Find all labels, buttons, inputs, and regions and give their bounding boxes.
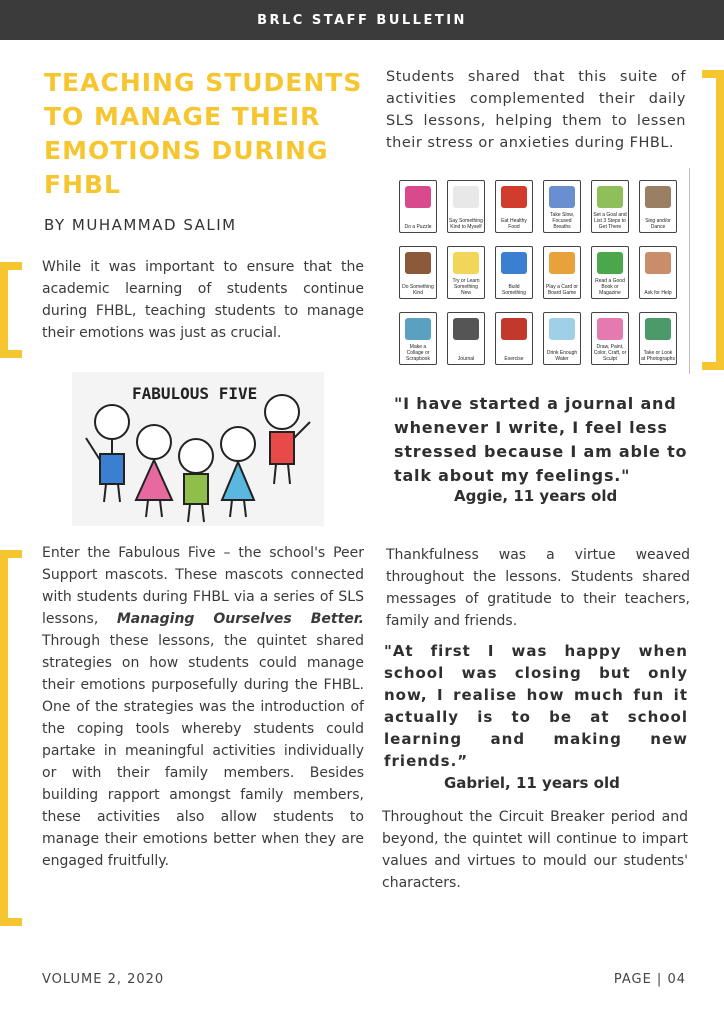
activity-card-label: Do a Puzzle — [404, 224, 432, 230]
activity-card-label: Drink Enough Water — [546, 350, 578, 362]
activity-card-picture — [597, 252, 623, 274]
left-bracket-bottom — [0, 550, 22, 926]
bulletin-header: BRLC STAFF BULLETIN — [0, 0, 724, 40]
activity-card-label: Say Something Kind to Myself — [449, 218, 483, 230]
mascot-figures — [72, 372, 324, 526]
activity-card-picture — [405, 186, 431, 208]
lesson-title-emphasis: Managing Ourselves Better. — [116, 611, 364, 627]
activity-card — [639, 246, 677, 299]
activity-card-label: Do Something Kind — [402, 284, 434, 296]
activity-card-label: Make a Collage or Scrapbook — [406, 344, 430, 362]
activity-card — [447, 180, 485, 233]
quote-gabriel-attribution: Gabriel, 11 years old — [444, 774, 620, 792]
activity-card-picture — [645, 252, 671, 274]
activity-card-picture — [501, 318, 527, 340]
activity-card — [399, 180, 437, 233]
activity-card — [399, 246, 437, 299]
activity-card — [495, 312, 533, 365]
activity-card-label: Sing and/or Dance — [645, 218, 671, 230]
activity-card-picture — [453, 318, 479, 340]
activity-card-picture — [645, 318, 671, 340]
activity-card-label: Build Something — [502, 284, 526, 296]
fabulous-five-illustration — [72, 372, 324, 526]
activity-card — [447, 246, 485, 299]
coping-activities-chart — [393, 168, 690, 374]
activity-card-label: Try or Learn Something New — [452, 278, 480, 296]
activity-card-picture — [549, 252, 575, 274]
footer-volume: VOLUME 2, 2020 — [42, 972, 165, 987]
activity-card-picture — [549, 186, 575, 208]
activity-card-label: Play a Card or Board Game — [546, 284, 578, 296]
body-text-part1: Enter the Fabulous Five – the school's Peer Support mascots. These mascots connected with students during FHBL via a series of SLS lessons, — [42, 545, 364, 627]
body-text-part2: Through these lessons, the quintet shared strategies on how students could manage their emotions purposefully during the FHBL. One of the strategies was the introduction of the coping tools whereby students could partake in meaningful activities individually or with their family members. Besides building rapport amongst family members, these activities also allow students to manage their emotions better when they are engaged fruitfully. — [42, 633, 364, 869]
activity-card — [543, 180, 581, 233]
activity-card — [543, 246, 581, 299]
activity-card-picture — [501, 186, 527, 208]
byline: BY MUHAMMAD SALIM — [44, 216, 237, 234]
thankfulness-paragraph: Thankfulness was a virtue weaved throughout the lessons. Students shared messages of gratitude to their teachers, family and friends. — [386, 547, 690, 629]
activity-card-label: Draw, Paint, Color, Craft, or Sculpt — [593, 344, 627, 362]
quote-gabriel: "At first I was happy when school was closing but only now, I realise how much fun it actually is to be at school learning and making new friends.” — [384, 642, 688, 770]
activity-card-picture — [597, 186, 623, 208]
activity-card-label: Set a Goal and List 3 Steps to Get There — [593, 212, 627, 230]
activity-card-picture — [549, 318, 575, 340]
activity-card-picture — [453, 252, 479, 274]
activity-card-label: Take or Look at Photographs — [641, 350, 675, 362]
activity-card-label: Ask for Help — [644, 290, 672, 296]
activity-card — [591, 246, 629, 299]
activity-card — [399, 312, 437, 365]
closing-paragraph: Throughout the Circuit Breaker period and beyond, the quintet will continue to impart values and virtues to mould our students' characters. — [382, 809, 688, 891]
main-body-paragraph — [42, 542, 364, 872]
activity-card-picture — [405, 318, 431, 340]
left-bracket-top — [0, 262, 22, 358]
intro-paragraph: While it was important to ensure that the academic learning of students continue during FHBL, teaching students to manage their emotions was just as crucial. — [42, 259, 364, 341]
activity-card-label: Eat Healthy Food — [501, 218, 527, 230]
article-title: TEACHING STUDENTS TO MANAGE THEIR EMOTIONS DURING FHBL — [44, 68, 363, 199]
activity-card — [639, 180, 677, 233]
activity-card — [639, 312, 677, 365]
activity-card — [591, 312, 629, 365]
activity-card-picture — [453, 186, 479, 208]
right-bracket-top — [702, 70, 724, 370]
mascot-label: FABULOUS FIVE — [132, 384, 258, 403]
activity-card-label: Journal — [457, 356, 475, 362]
activity-card — [543, 312, 581, 365]
quote-aggie-attribution: Aggie, 11 years old — [454, 487, 618, 505]
activity-card-label: Exercise — [504, 356, 524, 362]
activity-card — [591, 180, 629, 233]
activity-card-picture — [501, 252, 527, 274]
right-intro-paragraph: Students shared that this suite of activities complemented their daily SLS lessons, helping them to lessen their stress or anxieties during FHBL. — [386, 69, 686, 151]
quote-aggie: "I have started a journal and whenever I write, I feel less stressed because I am able to talk about my feelings." — [394, 394, 688, 485]
activity-card-picture — [645, 186, 671, 208]
activity-card-label: Take Slow, Focused Breaths — [550, 212, 574, 230]
activity-card-label: Read a Good Book or Magazine — [595, 278, 625, 296]
activity-card-picture — [597, 318, 623, 340]
footer-page-number: PAGE | 04 — [613, 972, 686, 987]
activity-card — [447, 312, 485, 365]
activity-card — [495, 180, 533, 233]
activity-card-picture — [405, 252, 431, 274]
activity-card — [495, 246, 533, 299]
